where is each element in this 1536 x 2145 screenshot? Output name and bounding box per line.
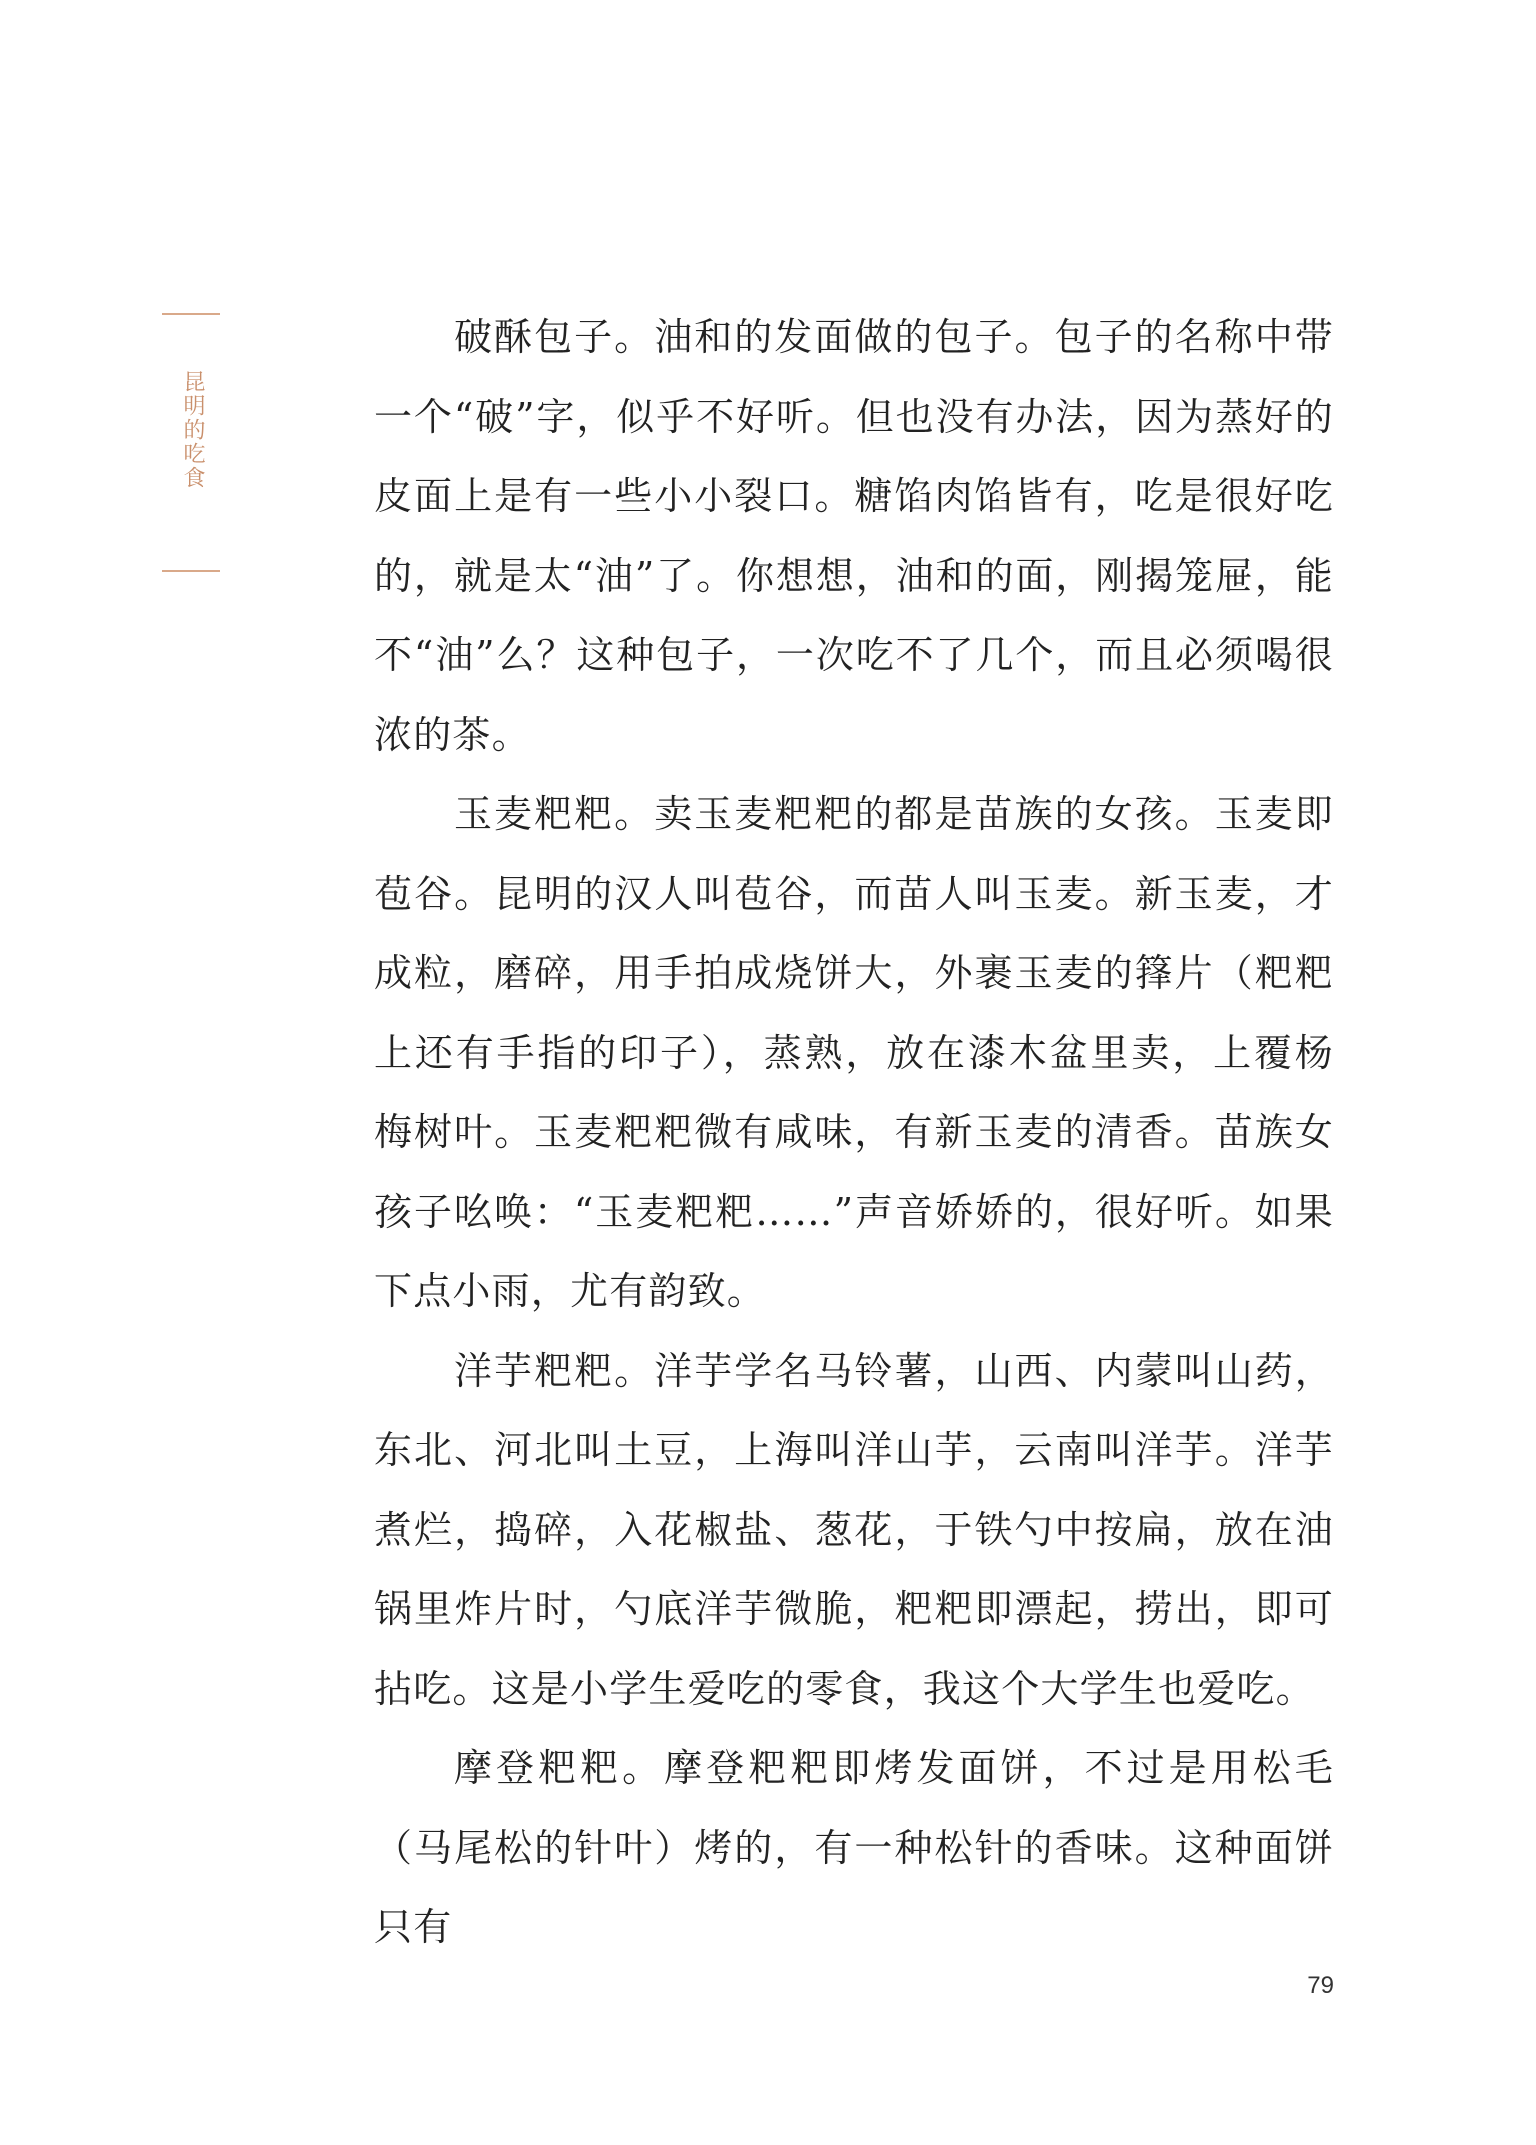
page-number: 79 bbox=[1307, 1972, 1334, 1999]
running-head-top-rule bbox=[162, 313, 220, 315]
body-text bbox=[374, 298, 1334, 1968]
paragraph-modeng-baba: 摩登粑粑。摩登粑粑即烤发面饼，不过是用松毛（马尾松的针叶）烤的，有一种松针的香味。这种面饼只有 bbox=[374, 1746, 1334, 1949]
paragraph-pocu-baozi: 破酥包子。油和的发面做的包子。包子的名称中带一个“破”字，似乎不好听。但也没有办法，因为蒸好的皮面上是有一些小小裂口。糖馅肉馅皆有，吃是很好吃的，就是太“油”了。你想想，油和的面，刚揭笼屉，能不“油”么？这种包子，一次吃不了几个，而且必须喝很浓的茶。 bbox=[374, 315, 1334, 757]
paragraph-yumai-baba: 玉麦粑粑。卖玉麦粑粑的都是苗族的女孩。玉麦即苞谷。昆明的汉人叫苞谷，而苗人叫玉麦。新玉麦，才成粒，磨碎，用手拍成烧饼大，外裹玉麦的箨片（粑粑上还有手指的印子），蒸熟，放在漆木盆里卖，上覆杨梅树叶。玉麦粑粑微有咸味，有新玉麦的清香。苗族女孩子吆唤：“玉麦粑粑……”声音娇娇的，很好听。如果下点小雨，尤有韵致。 bbox=[374, 792, 1334, 1313]
paragraph-yangyu-baba: 洋芋粑粑。洋芋学名马铃薯，山西、内蒙叫山药，东北、河北叫土豆，上海叫洋山芋，云南叫洋芋。洋芋煮烂，捣碎，入花椒盐、葱花，于铁勺中按扁，放在油锅里炸片时，勺底洋芋微脆，粑粑即漂起，捞出，即可拈吃。这是小学生爱吃的零食，我这个大学生也爱吃。 bbox=[374, 1348, 1334, 1711]
running-head-title: 昆明的吃食 bbox=[180, 370, 205, 490]
running-head-bottom-rule bbox=[162, 570, 220, 572]
